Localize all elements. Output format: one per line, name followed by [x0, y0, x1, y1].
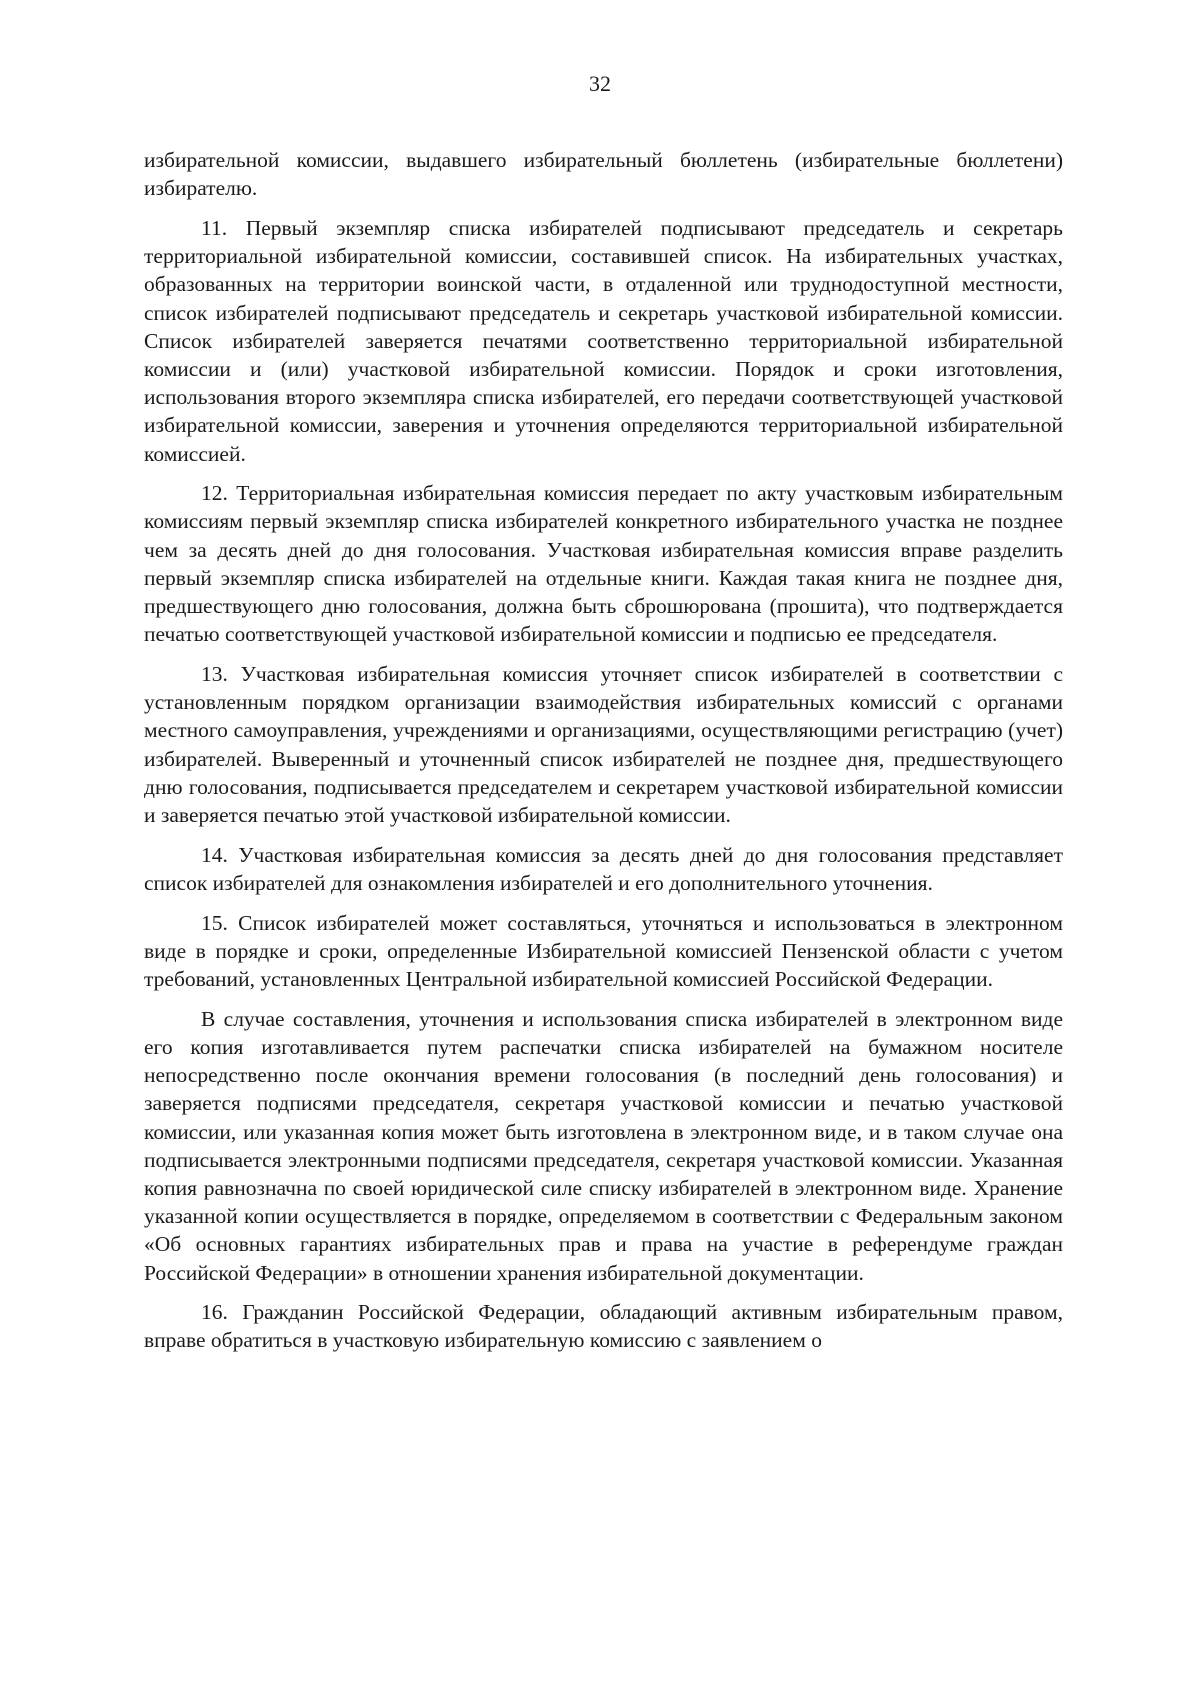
paragraph-item-16: 16. Гражданин Российской Федерации, обладающий активным избирательным правом, вправе обратиться в участковую избирательную комиссию с заявлением о: [144, 1300, 1063, 1353]
paragraph-item-15: 15. Список избирателей может составляться, уточняться и использоваться в электронном виде в порядке и сроки, определенные Избирательной комиссией Пензенской области с учетом требований, установленных Центральной избирательной комиссией Российской Федерации.: [144, 910, 1063, 991]
paragraph-continuation: избирательной комиссии, выдавшего избирательный бюллетень (избирательные бюллетени) избирателю.: [144, 148, 1063, 201]
paragraph-item-12: 12. Территориальная избирательная комиссия передает по акту участковым избирательным комиссиям первый экземпляр списка избирателей конкретного избирательного участка не позднее чем за десять дней до дня голосования. Участковая избирательная комиссия вправе разделить первый экземпляр списка избирателей на отдельные книги. Каждая такая книга не позднее дня, предшествующего дню голосования, должна быть сброшюрована (прошита), что подтверждается печатью соответствующей участковой избирательной комиссии и подписью ее председателя.: [144, 481, 1063, 647]
page-number: 32: [589, 71, 611, 96]
paragraph-item-13: 13. Участковая избирательная комиссия уточняет список избирателей в соответствии с установленным порядком организации взаимодействия избирательных комиссий с органами местного самоуправления, учреждениями и организациями, осуществляющими регистрацию (учет) избирателей. Выверенный и уточненный список избирателей не позднее дня, предшествующего дню голосования, подписывается председателем и секретарем участковой избирательной комиссии и заверяется печатью этой участковой избирательной комиссии.: [144, 661, 1063, 827]
document-body: [144, 146, 1063, 1355]
paragraph-item-14: 14. Участковая избирательная комиссия за десять дней до дня голосования представляет список избирателей для ознакомления избирателей и его дополнительного уточнения.: [144, 842, 1063, 895]
paragraph-electronic-copy: В случае составления, уточнения и использования списка избирателей в электронном виде его копия изготавливается путем распечатки списка избирателей на бумажном носителе непосредственно после окончания времени голосования (в последний день голосования) и заверяется подписями председателя, секретаря участковой комиссии и печатью участковой комиссии, или указанная копия может быть изготовлена в электронном виде, и в таком случае она подписывается электронными подписями председателя, секретаря участковой комиссии. Указанная копия равнозначна по своей юридической силе списку избирателей в электронном виде. Хранение указанной копии осуществляется в порядке, определяемом в соответствии с Федеральным законом «Об основных гарантиях избирательных прав и права на участие в референдуме граждан Российской Федерации» в отношении хранения избирательной документации.: [144, 1006, 1063, 1285]
paragraph-item-11: 11. Первый экземпляр списка избирателей подписывают председатель и секретарь территориальной избирательной комиссии, составившей список. На избирательных участках, образованных на территории воинской части, в отдаленной или труднодоступной местности, список избирателей подписывают председатель и секретарь участковой избирательной комиссии. Список избирателей заверяется печатями соответственно территориальной избирательной комиссии и (или) участковой избирательной комиссии. Порядок и сроки изготовления, использования второго экземпляра списка избирателей, его передачи соответствующей участковой избирательной комиссии, заверения и уточнения определяются территориальной избирательной комиссией.: [144, 215, 1063, 466]
